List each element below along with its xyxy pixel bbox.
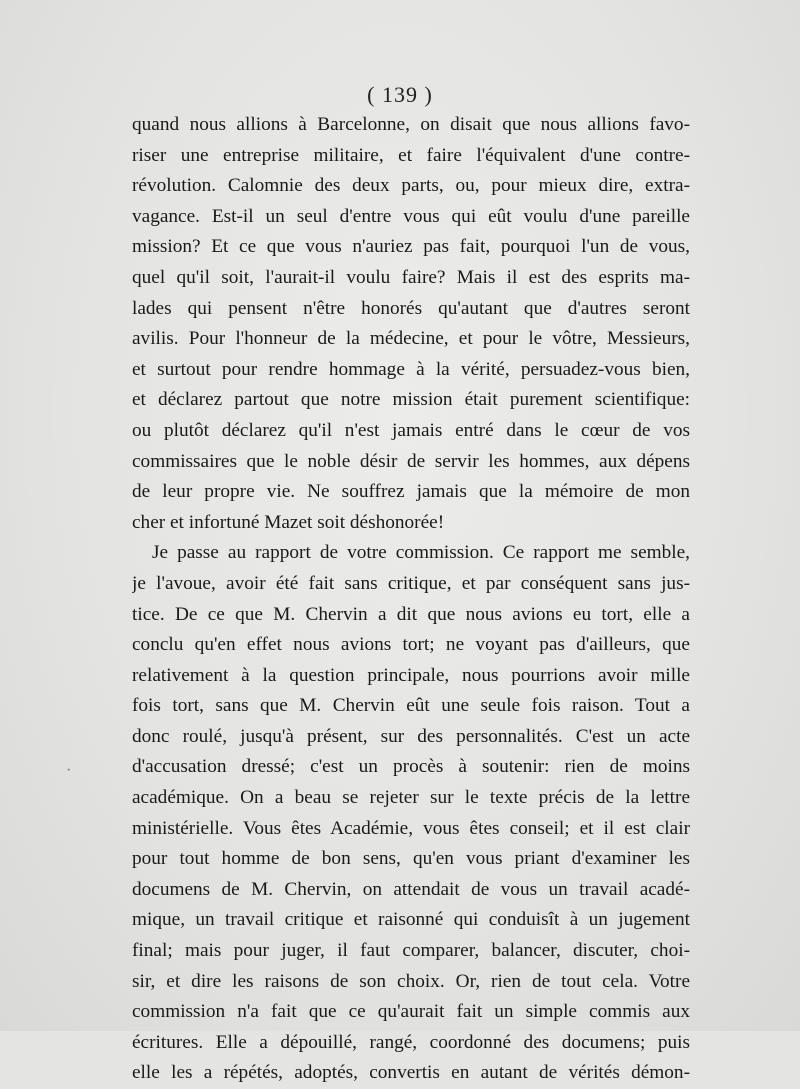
text-line: relativement à la question principale, nous pourrions avoir mille — [132, 664, 690, 686]
text-line: vagance. Est-il un seul d'entre vous qui eût voulu d'une pareille — [132, 205, 690, 227]
text-line: commissaires que le noble désir de servir les hommes, aux dépens — [132, 450, 690, 472]
text-line: je l'avoue, avoir été fait sans critique, et par conséquent sans jus- — [132, 572, 690, 594]
body-text — [132, 110, 690, 1089]
text-line: tice. De ce que M. Chervin a dit que nous avions eu tort, elle a — [132, 603, 690, 625]
text-line: pour tout homme de bon sens, qu'en vous priant d'examiner les — [132, 848, 690, 870]
text-line: avilis. Pour l'honneur de la médecine, et pour le vôtre, Messieurs, — [132, 328, 690, 350]
text-line: ministérielle. Vous êtes Académie, vous êtes conseil; et il est clair — [132, 817, 690, 839]
text-line: final; mais pour juger, il faut comparer, balancer, discuter, choi- — [132, 940, 690, 962]
text-line: ou plutôt déclarez qu'il n'est jamais entré dans le cœur de vos — [132, 419, 690, 441]
text-line: documens de M. Chervin, on attendait de vous un travail acadé- — [132, 878, 690, 900]
margin-speck: · — [66, 762, 72, 779]
text-line: mission? Et ce que vous n'auriez pas fait, pourquoi l'un de vous, — [132, 236, 690, 258]
text-line: académique. On a beau se rejeter sur le texte précis de la lettre — [132, 787, 690, 809]
text-line: écritures. Elle a dépouillé, rangé, coordonné des documens; puis — [132, 1031, 690, 1053]
page-number: ( 139 ) — [367, 82, 433, 107]
text-line: conclu qu'en effet nous avions tort; ne voyant pas d'ailleurs, que — [132, 634, 690, 656]
text-line: d'accusation dressé; c'est un procès à soutenir: rien de moins — [132, 756, 690, 778]
text-line: révolution. Calomnie des deux parts, ou, pour mieux dire, extra- — [132, 175, 690, 197]
text-line: et surtout pour rendre hommage à la vérité, persuadez-vous bien, — [132, 358, 690, 380]
text-line: commission n'a fait que ce qu'aurait fait un simple commis aux — [132, 1001, 690, 1023]
text-line: lades qui pensent n'être honorés qu'autant que d'autres seront — [132, 297, 690, 319]
paragraph-end-line: cher et infortuné Mazet soit déshonorée! — [132, 511, 445, 533]
text-line: mique, un travail critique et raisonné qui conduisît à un jugement — [132, 909, 690, 931]
text-line: quel qu'il soit, l'aurait-il voulu faire? Mais il est des esprits ma- — [132, 266, 690, 288]
text-line: quand nous allions à Barcelonne, on disait que nous allions favo- — [132, 114, 690, 135]
text-line: et déclarez partout que notre mission était purement scientifique: — [132, 389, 690, 411]
text-line: fois tort, sans que M. Chervin eût une seule fois raison. Tout a — [132, 695, 690, 717]
paragraph-start-line: Je passe au rapport de votre commission. Ce rapport me semble, — [152, 542, 690, 564]
text-line: sir, et dire les raisons de son choix. Or, rien de tout cela. Votre — [132, 970, 690, 992]
text-line: donc roulé, jusqu'à présent, sur des personnalités. C'est un acte — [132, 725, 690, 747]
text-line: elle les a répétés, adoptés, convertis en autant de vérités démon- — [132, 1062, 690, 1084]
text-line: riser une entreprise militaire, et faire l'équivalent d'une contre- — [132, 144, 690, 166]
text-line: de leur propre vie. Ne souffrez jamais que la mémoire de mon — [132, 481, 690, 503]
